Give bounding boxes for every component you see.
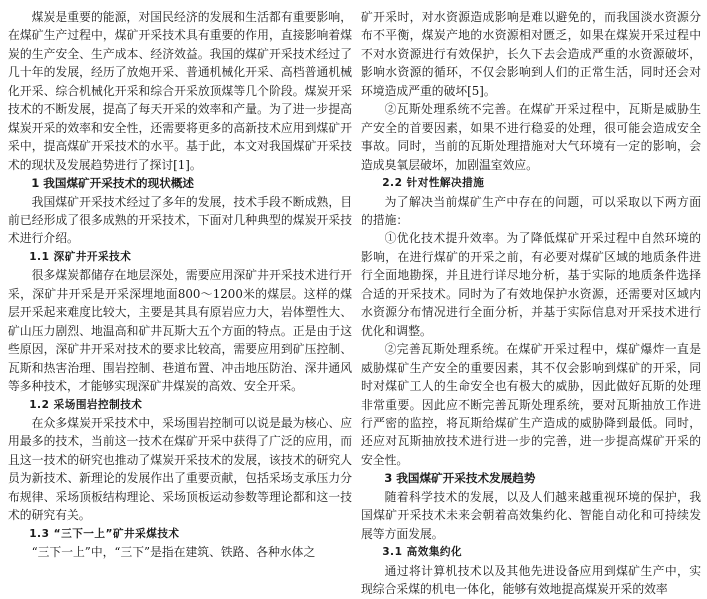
paragraph: 随着科学技术的发展，以及人们越来越重视环境的保护，我国煤矿开采技术未来会朝着高效集约化、智能自动化和可持续发展等方面发展。	[361, 489, 701, 541]
paragraph: 通过将计算机技术以及其他先进设备应用到煤矿生产中，实现综合采煤的机电一体化，能够有效地提高煤炭开采的效率	[361, 563, 701, 597]
paragraph: 矿开采时，对水资源造成影响是难以避免的，而我国淡水资源分布不平衡，煤炭产地的水资源相对匮乏，如果在煤炭开采过程中不对水资源进行有效保护，长久下去会造成严重的水资源破坏，影响水资源的循环，不仅会影响到人们的正常生活，同时还会对环境造成严重的破坏[5]。	[361, 10, 701, 98]
right-column	[361, 8, 701, 599]
subsection-heading: 2.2 针对性解决措施	[382, 177, 485, 190]
subsection-heading: 1.1 深矿井开采技术	[29, 250, 132, 263]
paragraph: ②瓦斯处理系统不完善。在煤矿开采过程中，瓦斯是威胁生产安全的首要因素，如果不进行稳妥的处理，很可能会造成安全事故。同时，当前的瓦斯处理措施对大气环境有一定的影响，会造成臭氧层破坏，加剧温室效应。	[361, 102, 701, 172]
section-heading: 1 我国煤矿开采技术的现状概述	[31, 176, 195, 191]
paragraph: 为了解决当前煤矿生产中存在的问题，可以采取以下两方面的措施：	[361, 194, 701, 227]
section-heading: 3 我国煤矿开采技术发展趋势	[384, 471, 536, 486]
paragraph: 很多煤炭都储存在地层深处，需要应用深矿井开采技术进行开采，深矿井开采是开采深埋地面800～1200米的煤层。这样的煤层开采起来难度比较大，主要是其具有原岩应力大，岩体塑性大、矿山压力剧烈、地温高和矿井瓦斯大五个方面的特点。正是由于这些原因，深矿井开采对技术的要求比较高，需要应用到矿压控制、瓦斯和热害治理、围岩控制、巷道布置、冲击地压防治、深井通风等多种技术，才能够实现深矿井煤炭的高效、安全开采。	[8, 268, 352, 394]
subsection-heading: 1.2 采场围岩控制技术	[29, 398, 143, 411]
paragraph: ①优化技术提升效率。为了降低煤矿开采过程中自然环境的影响，在进行煤矿的开采之前，有必要对煤矿区域的地质条件进行全面地勘探，并且进行详尽地分析，基于实际的地质条件选择合适的开采技术。同时为了有效地保护水资源，还需要对区域内水资源分布情况进行全面分析，并基于实际信息对开采技术进行优化和调整。	[361, 231, 701, 338]
paragraph: “三下一上”中，“三下”是指在建筑、铁路、各种水体之	[31, 545, 316, 560]
paragraph: 我国煤矿开采技术经过了多年的发展，技术手段不断成熟，目前已经形成了很多成熟的开采技术，下面对几种典型的煤炭开采技术进行介绍。	[8, 194, 352, 246]
paragraph: ②完善瓦斯处理系统。在煤矿开采过程中，煤矿爆炸一直是威胁煤矿生产安全的重要因素，其不仅会影响到煤矿的开采，同时对煤矿工人的生命安全也有极大的威胁，因此做好瓦斯的处理非常重要。因此应不断完善瓦斯处理系统，要对瓦斯抽放工作进行严密的监控，将瓦斯给煤矿生产造成的威胁降到最低。同时，还应对瓦斯抽放技术进行进一步的完善，进一步提高煤矿开采的安全性。	[361, 342, 701, 467]
subsection-heading: 1.3 “三下一上”矿井采煤技术	[29, 527, 180, 540]
subsection-heading: 3.1 高效集约化	[382, 546, 463, 559]
paragraph: 煤炭是重要的能源，对国民经济的发展和生活都有重要影响，在煤矿生产过程中，煤矿开采技术具有重要的作用，直接影响着煤炭的生产安全、生产成本、经济效益。我国的煤矿开采技术经过了几十年的发展，经历了放炮开采、普通机械化开采、高档普通机械化开采、综合机械化开采和综合开采放顶煤等几个阶段。煤炭开采技术的不断发展，提高了每天开采的效率和产量。为了进一步提高煤炭开采的效率和安全性，还需要将更多的高新技术应用到煤矿开采中，提高煤矿开采技术的水平。基于此，本文对我国煤矿开采技术的现状及发展趋势进行了探讨[1]。	[8, 10, 352, 172]
paragraph: 在众多煤炭开采技术中，采场围岩控制可以说是最为核心、应用最多的技术，当前这一技术在煤矿开采中获得了广泛的应用，而且这一技术的研究也推动了煤炭开采技术的发展，该技术的研究人员为新技术、新理论的发展作出了重要贡献，包括采场支承压力分布规律、采场顶板结构理论、采场顶板运动参数等理论都和这一技术的研究有关。	[8, 415, 352, 523]
left-column	[8, 8, 352, 562]
